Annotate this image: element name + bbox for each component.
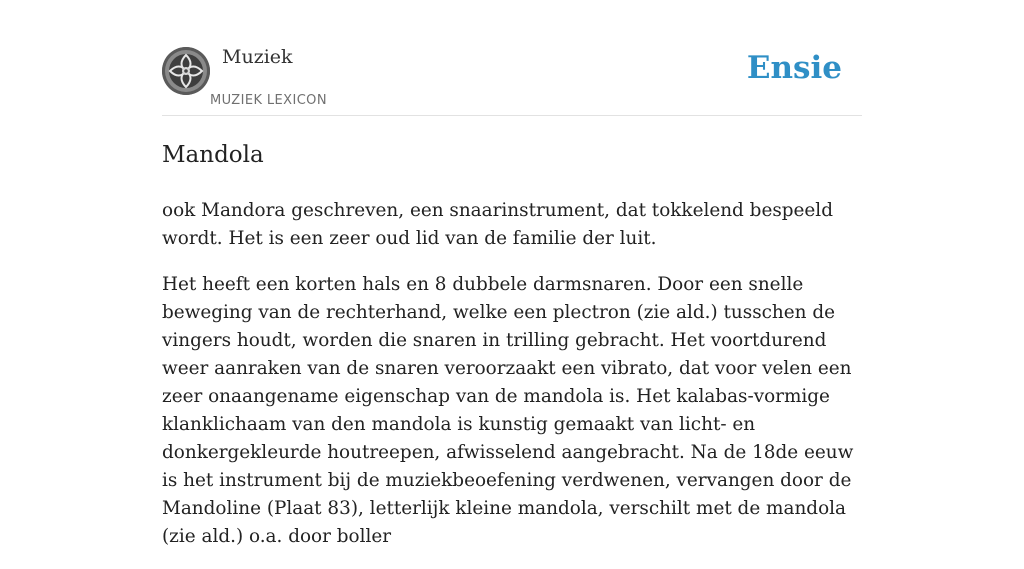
article-paragraph-2: Het heeft een korten hals en 8 dubbele darmsnaren. Door een snelle beweging van de rechterhand, welke een plectron (zie ald.) tusschen de vingers houdt, worden die snaren in trilling gebracht. Het voortdurend weer aanraken van de snaren veroorzaakt een vibrato, dat voor velen een zeer onaangename eigenschap van de mandola is. Het kalabas-vormige klanklichaam van den mandola is kunstig gemaakt van licht- en donkergekleurde houtreepen, afwisselend aangebracht. Na de 18de eeuw is het instrument bij de muziekbeoefening verdwenen, vervangen door de Mandoline (Plaat 83), letterlijk kleine mandola, verschilt met de mandola (zie ald.) o.a. door boller [162, 274, 854, 547]
source-title-link[interactable]: Muziek [222, 46, 293, 68]
source-subtitle: MUZIEK LEXICON [210, 93, 327, 108]
brand-logo-link[interactable]: Ensie [746, 50, 842, 86]
page-header [162, 0, 862, 116]
article-content [162, 139, 862, 569]
article-paragraph-1: ook Mandora geschreven, een snaarinstrument, dat tokkelend bespeeld wordt. Het is een zeer oud lid van de familie der luit. [162, 200, 833, 249]
entry-title: Mandola [162, 142, 264, 168]
ornament-emblem-icon [162, 47, 210, 95]
source-avatar[interactable] [162, 47, 210, 95]
